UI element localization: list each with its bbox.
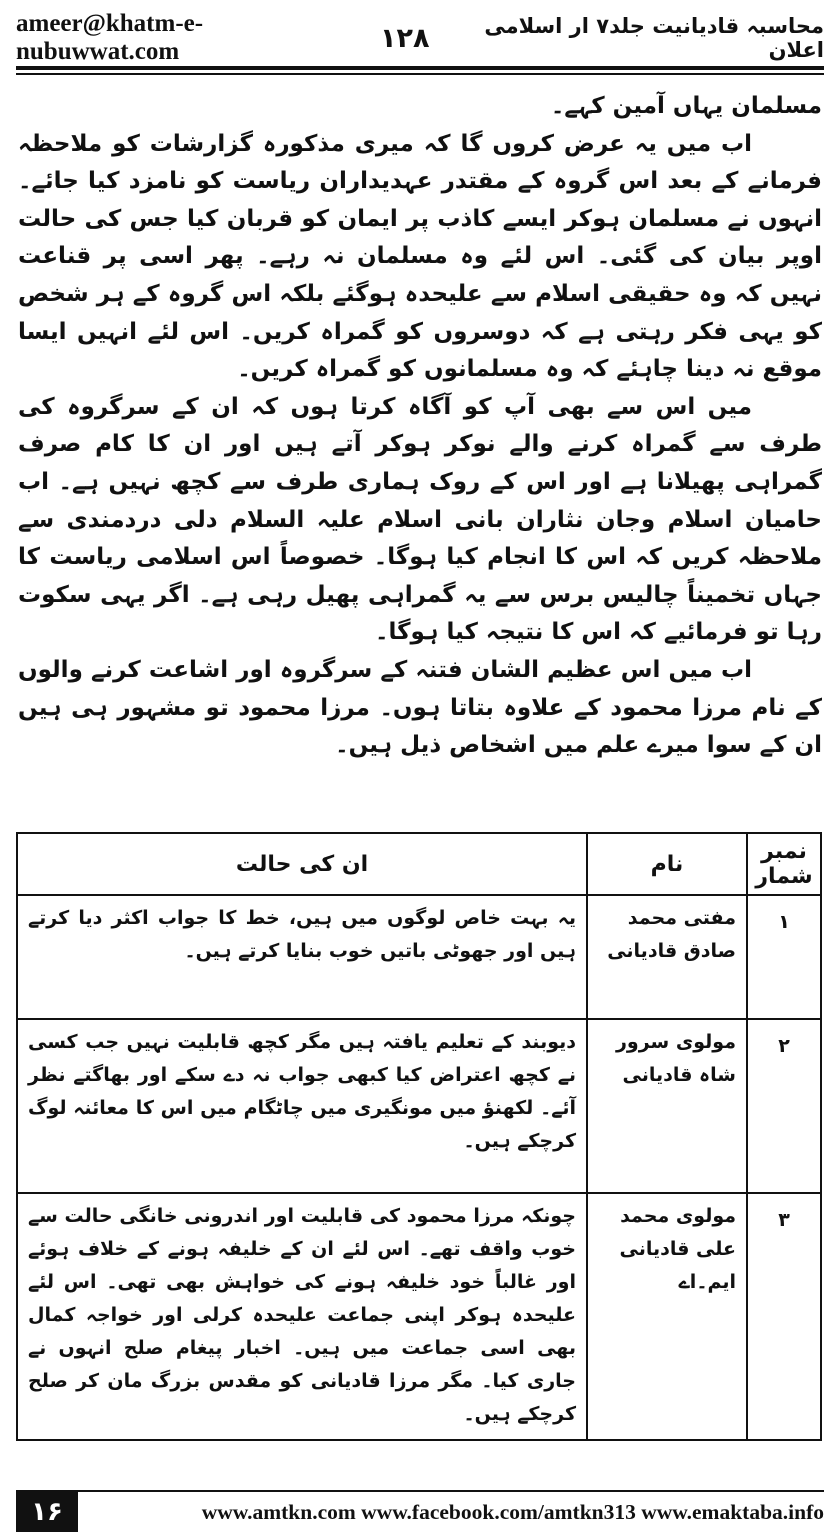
header-rule-thick [16, 66, 824, 70]
paragraph: مسلمان یہاں آمین کہے۔ [550, 93, 822, 119]
table-row [17, 1019, 821, 1193]
body-text [18, 88, 822, 765]
header-email[interactable]: ameer@khatm-e-nubuwwat.com [16, 10, 204, 65]
page-footer [16, 1490, 824, 1532]
row-number: ۱ [747, 895, 821, 1019]
row-name: مولوی سرور شاہ قادیانی [587, 1019, 747, 1193]
header-number: نمبر شمار [747, 833, 821, 895]
footer-links[interactable]: www.amtkn.com www.facebook.com/amtkn313 www.emaktaba.info [201, 1499, 824, 1524]
table-header-row [17, 833, 821, 895]
people-table-wrapper [16, 832, 822, 1441]
row-state: دیوبند کے تعلیم یافتہ ہیں مگر کچھ قابلیت نہیں جب کسی نے کچھ اعتراض کیا کبھی جواب نہ دے سکے اور بھاگتے نظر آئے۔ لکھنؤ میں مونگیری میں چاٹگام میں اس کا معائنہ لوگ کرچکے ہیں۔ [17, 1019, 587, 1193]
paragraph: میں اس سے بھی آپ کو آگاہ کرتا ہوں کہ ان کے سرگروہ کی طرف سے گمراہ کرنے والے نوکر ہوکر آتے ہیں اور ان کا کام صرف گمراہی پھیلانا ہے اور اس کے روک ہماری طرف سے کچھ نہیں ہے۔ اب حامیان اسلام وجان نثاران بانی اسلام علیہ السلام دلی دردمندی سے ملاحظہ کریں کہ اس کا انجام کیا ہوگا۔ خصوصاً اس اسلامی ریاست کا جہاں تخمیناً چالیس برس سے یہ گمراہی پھیل رہی ہے۔ اگر یہی سکوت رہا تو فرمائیے کہ اس کا نتیجہ کیا ہوگا۔ [18, 393, 822, 646]
row-number: ۲ [747, 1019, 821, 1193]
row-name: مولوی محمد علی قادیانی ایم۔اے [587, 1193, 747, 1440]
book-title: محاسبہ قادیانیت جلد۷ ار اسلامی اعلان [484, 14, 824, 62]
table-row [17, 1193, 821, 1440]
footer-page-number: ۱۶ [16, 1492, 78, 1532]
header-name: نام [587, 833, 747, 895]
people-table [16, 832, 822, 1441]
page-header [16, 10, 824, 65]
paragraph: اب میں اس عظیم الشان فتنہ کے سرگروہ اور اشاعت کرنے والوں کے نام مرزا محمود کے علاوہ بتاتا ہوں۔ مرزا محمود تو مشہور ہی ہیں ان کے سوا میرے علم میں اشخاص ذیل ہیں۔ [18, 656, 822, 759]
header-rule-thin [16, 73, 824, 75]
row-name: مفتی محمد صادق قادیانی [587, 895, 747, 1019]
paragraph: اب میں یہ عرض کروں گا کہ میری مذکورہ گزارشات کو ملاحظہ فرمانے کے بعد اس گروہ کے مقتدر عہدیداران ریاست کو نامزد کیا جائے۔ انہوں نے مسلمان ہوکر ایسے کاذب پر ایمان کو قربان کیا جس کی حالت اوپر بیان کی گئی۔ اس لئے وہ مسلمان نہ رہے۔ پھر اسی پر قناعت نہیں کہ وہ حقیقی اسلام سے علیحدہ ہوگئے بلکہ اس گروہ کے ہر شخص کو یہی فکر رہتی ہے کہ دوسروں کو گمراہ کریں۔ اس لئے انہیں ایسا موقع نہ دینا چاہئے کہ وہ مسلمانوں کو گمراہ کریں۔ [18, 130, 822, 383]
table-row [17, 895, 821, 1019]
row-state: چونکہ مرزا محمود کی قابلیت اور اندرونی خانگی حالت سے خوب واقف تھے۔ اس لئے ان کے خلیفہ ہونے کے خلاف ہوئے اور غالباً خود خلیفہ ہونے کی خواہش بھی تھی۔ اس لئے علیحدہ ہوکر اپنی جماعت علیحدہ کرلی اور خواجہ کمال بھی اسی جماعت میں ہیں۔ اخبار پیغام صلح انہوں نے جاری کیا۔ مگر مرزا قادیانی کو مقدس بزرگ مان کر صلح کرچکے ہیں۔ [17, 1193, 587, 1440]
header-left [16, 10, 429, 66]
row-number: ۳ [747, 1193, 821, 1440]
header-page-number: ۱۲۸ [380, 22, 430, 54]
header-state: ان کی حالت [17, 833, 587, 895]
row-state: یہ بہت خاص لوگوں میں ہیں، خط کا جواب اکثر دیا کرتے ہیں اور جھوٹی باتیں خوب بنایا کرتے ہیں۔ [17, 895, 587, 1019]
